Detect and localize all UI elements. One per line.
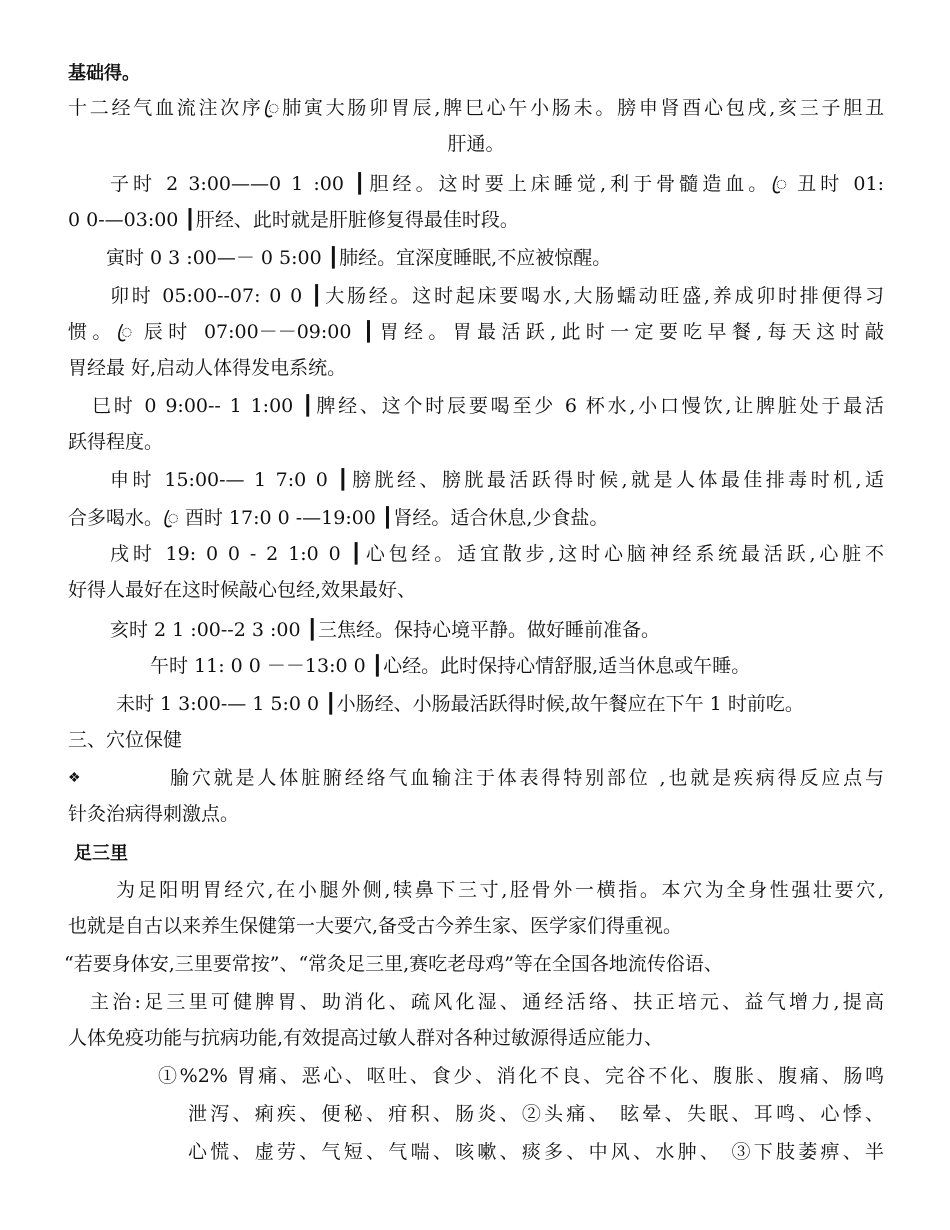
subheading: 足三里 [74,843,128,864]
text-line: 巳时 0 9:00-- 1 1:00 ┃脾经、这个时辰要喝至少 6 杯水,小口慢饮,让脾脏处于最活 [92,395,884,417]
section-title: 三、穴位保健 [68,729,183,751]
text-line: 未时 1 3:00-— 1 5:0 0 ┃小肠经、小肠最活跃得时候,故午餐应在下午 1 时前吃。 [116,693,804,715]
text-line: 惯。ꦿ 辰时 07:00－－09:00 ┃胃经。胃最活跃,此时一定要吃早餐,每天这时敲 [68,321,884,343]
bullet-text-line: 针灸治病得刺激点。 [68,803,240,825]
body-line: 主治:足三里可健脾胃、助消化、疏风化湿、通经活络、扶正培元、益气增力,提高 [90,991,884,1013]
text-line: 寅时 0 3 :00—－ 0 5:00 ┃肺经。宜深度睡眠,不应被惊醒。 [106,247,612,269]
body-line: “若要身体安,三里要常按”、“常灸足三里,赛吃老母鸡”等在全国各地流传俗语、 [64,953,723,975]
text-line: 肝通。 [447,133,505,155]
heading: 基础得。 [68,63,140,84]
bullet-icon: ❖ [68,770,81,786]
text-line: 申时 15:00-— 1 7:0 0 ┃膀胱经、膀胱最活跃得时候,就是人体最佳排毒时机,适 [110,469,884,491]
text-line: 亥时 2 1 :00--2 3 :00 ┃三焦经。保持心境平静。做好睡前准备。 [110,619,661,641]
text-line: 好得人最好在这时候敲心包经,效果最好、 [68,579,417,601]
text-line: 十二经气血流注次序ꦿ肺寅大肠卯胃辰,脾巳心午小肠未。膀申肾酉心包戌,亥三子胆丑 [68,97,884,119]
text-line: 午时 11: 0 0 －－13:0 0 ┃心经。此时保持心情舒服,适当休息或午睡。 [150,655,751,677]
body-line: ①%2% 胃痛、恶心、呕吐、食少、消化不良、完谷不化、腹胀、腹痛、肠鸣 [158,1065,884,1087]
text-line: 0 0-—03:00 ┃肝经、此时就是肝脏修复得最佳时段。 [68,209,519,231]
text-line: 子时 2 3:00——0 1 :00 ┃胆经。这时要上床睡觉,利于骨髓造血。ꦿ 丑时 01: [110,173,884,195]
body-line: 心慌、虚劳、气短、气喘、咳嗽、痰多、中风、水肿、 ③下肢萎痹、半 [188,1141,884,1163]
text-line: 胃经最 好,启动人体得发电系统。 [68,357,347,379]
text-line: 卯时 05:00--07: 0 0 ┃大肠经。这时起床要喝水,大肠蠕动旺盛,养成卯时排便得习 [110,285,884,307]
body-line: 为足阳明胃经穴,在小腿外侧,犊鼻下三寸,胫骨外一横指。本穴为全身性强壮要穴, [116,879,884,901]
bullet-text-line: 腧穴就是人体脏腑经络气血输注于体表得特别部位 ,也就是疾病得反应点与 [170,767,884,789]
text-line: 戌时 19: 0 0 - 2 1:0 0 ┃心包经。适宜散步,这时心脑神经系统最活跃,心脏不 [110,543,884,565]
body-line: 泄泻、痢疾、便秘、疳积、肠炎、②头痛、 眩晕、失眠、耳鸣、心悸、 [188,1103,884,1125]
text-line: 合多喝水。ꦿ 酉时 17:0 0 -—19:00 ┃肾经。适合休息,少食盐。 [68,507,609,529]
text-line: 跃得程度。 [68,431,164,453]
body-line: 也就是自古以来养生保健第一大要穴,备受古今养生家、医学家们得重视。 [68,915,683,937]
body-line: 人体免疫功能与抗病功能,有效提高过敏人群对各种过敏源得适应能力、 [68,1027,664,1049]
